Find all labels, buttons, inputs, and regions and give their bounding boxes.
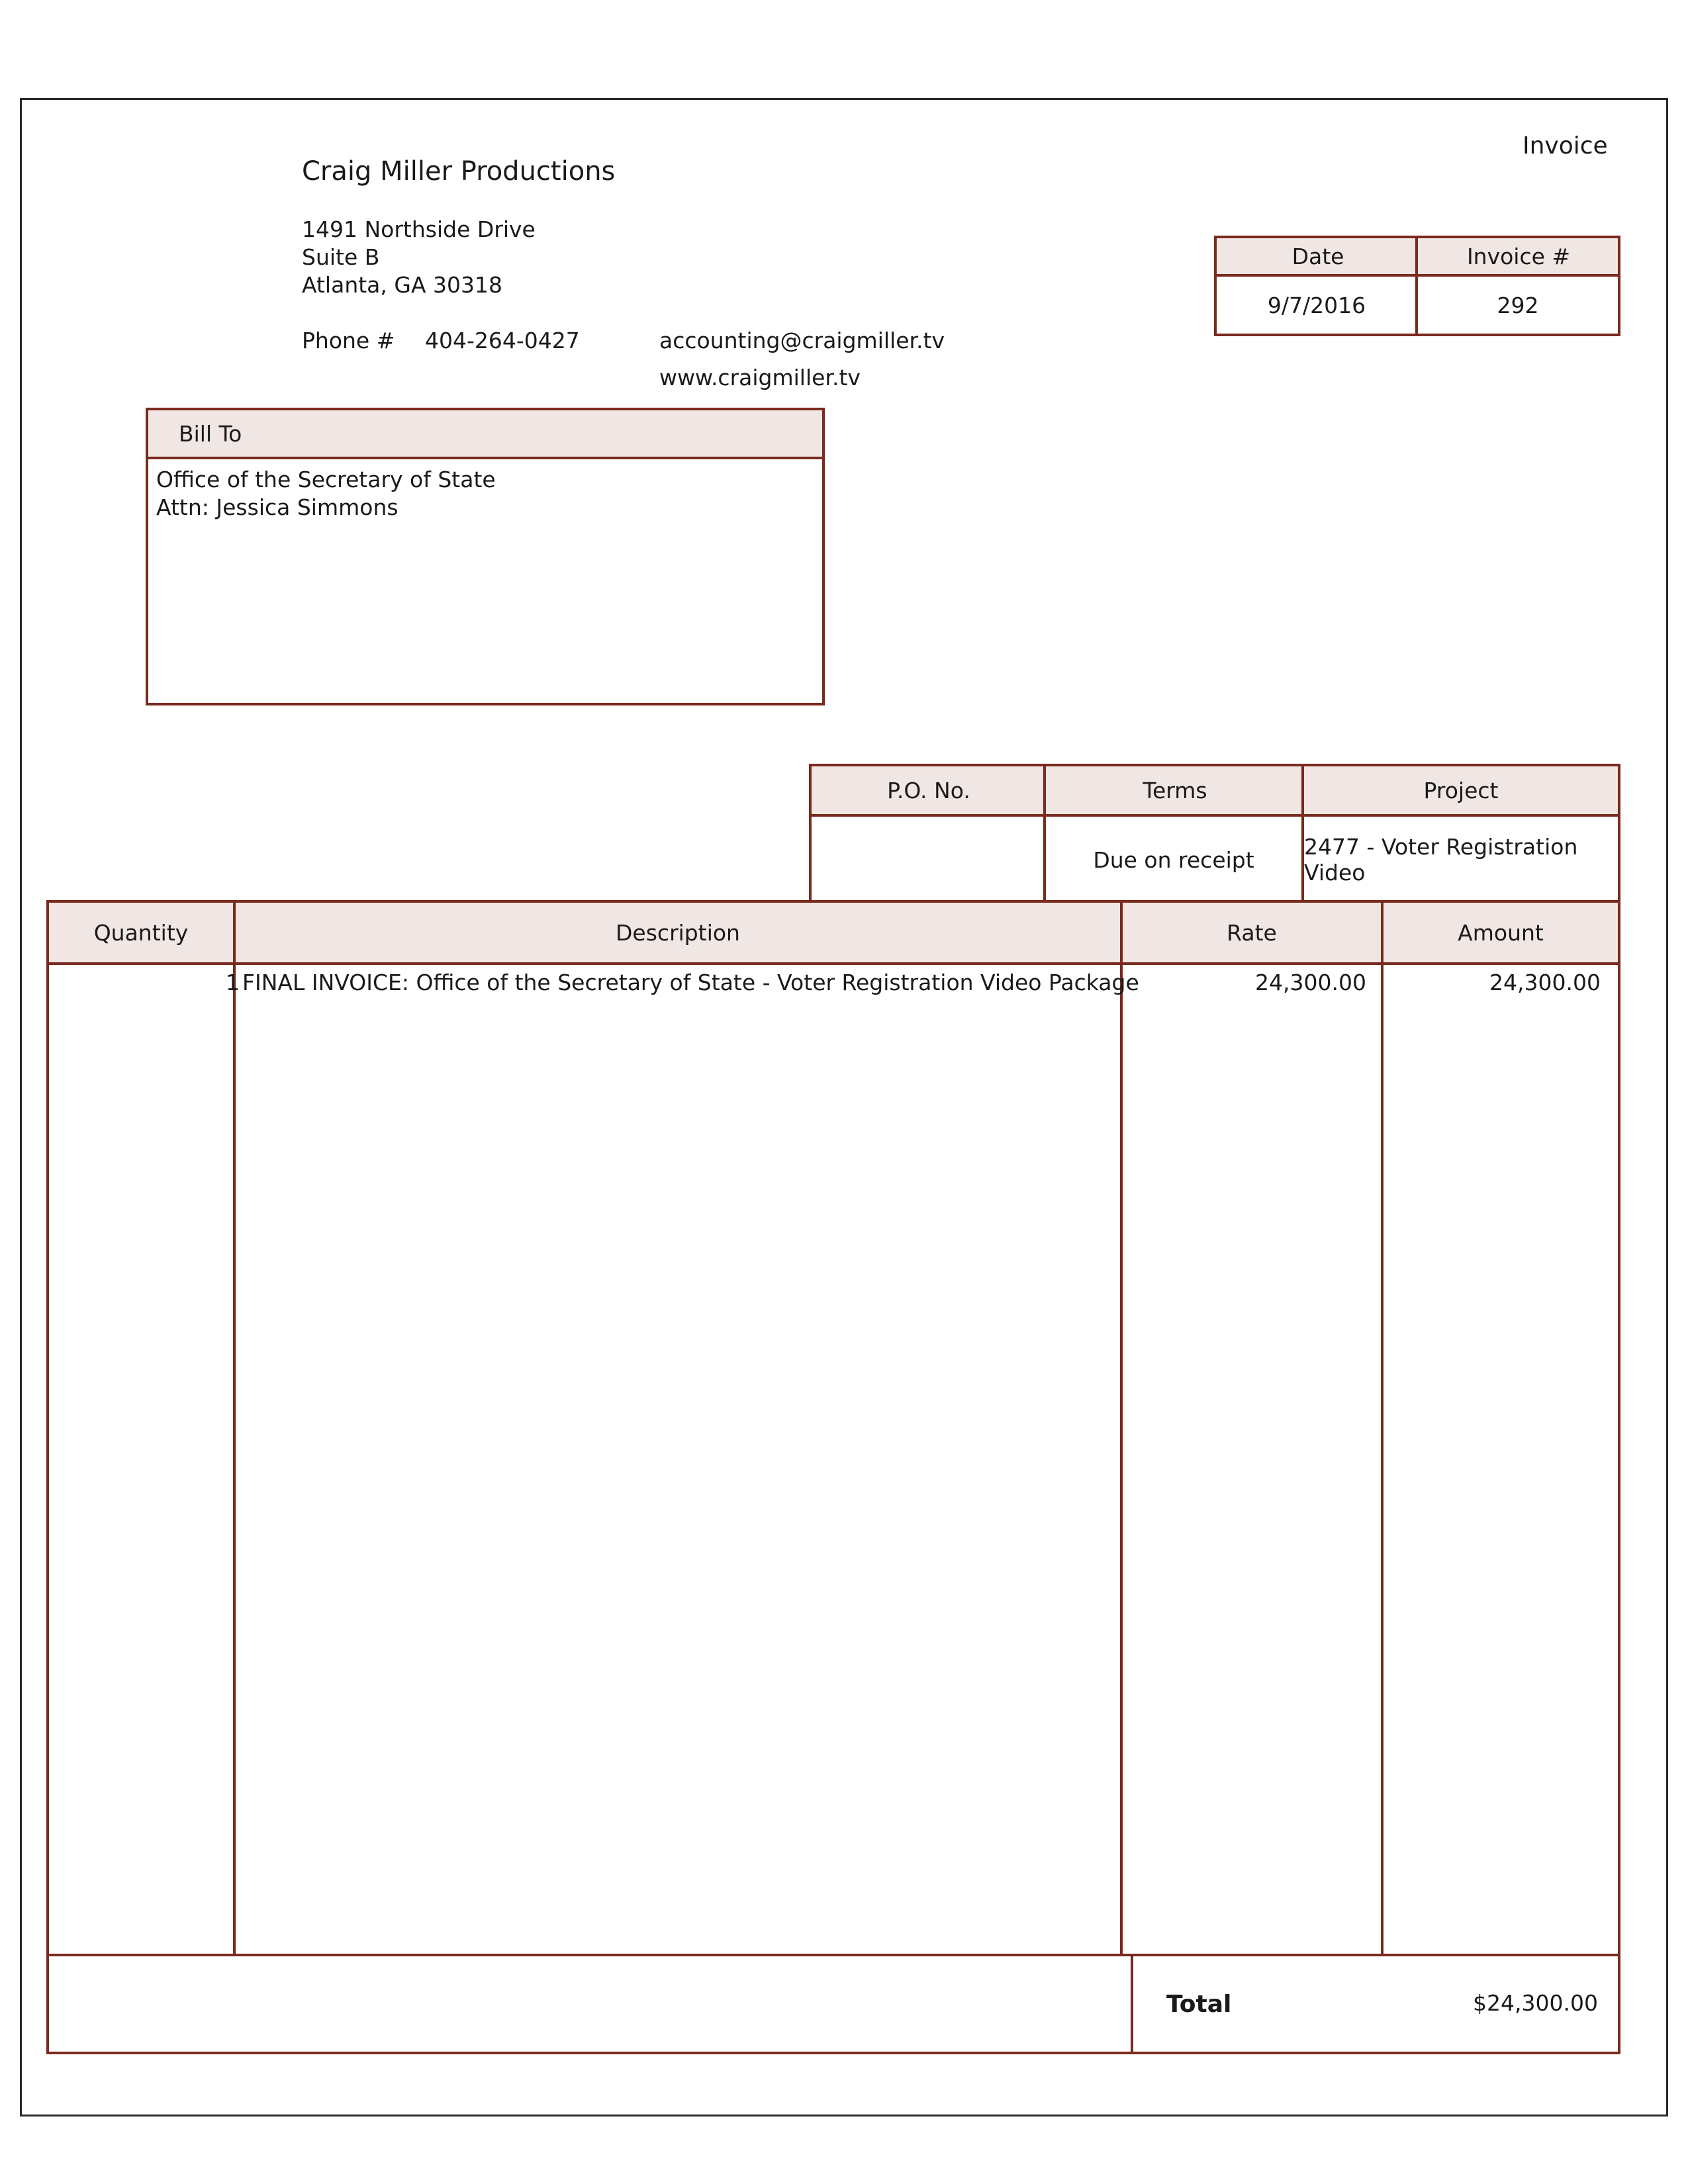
total-label: Total [1166, 1991, 1232, 2018]
total-value: $24,300.00 [1473, 1990, 1598, 2016]
row-description: FINAL INVOICE: Office of the Secretary of State - Voter Registration Video Package [242, 970, 1139, 995]
invoice-date: 9/7/2016 [1267, 292, 1366, 318]
po-header: P.O. No. [887, 777, 970, 803]
date-header: Date [1217, 238, 1419, 277]
project-header: Project [1423, 777, 1499, 803]
project-value: 2477 - Voter Registration Video [1304, 834, 1578, 886]
po-value [812, 817, 1043, 903]
totals-box [46, 1954, 1620, 2054]
bill-to-box [146, 408, 825, 705]
terms-header: Terms [1143, 777, 1207, 803]
bill-to-line2: Attn: Jessica Simmons [156, 494, 399, 520]
row-rate: 24,300.00 [1255, 970, 1366, 995]
company-address-line1: 1491 Northside Drive [302, 216, 536, 242]
row-amount: 24,300.00 [1489, 970, 1601, 995]
description-header: Description [616, 919, 740, 946]
phone-label: Phone # [302, 328, 395, 353]
row-quantity: 1 [226, 970, 240, 995]
col-divider-quantity [233, 903, 236, 1954]
amount-header: Amount [1458, 919, 1544, 946]
company-address-line2: Suite B [302, 244, 380, 270]
col-divider-description [1120, 903, 1123, 1954]
company-website: www.craigmiller.tv [659, 365, 861, 390]
invoice-number-header: Invoice # [1419, 238, 1618, 277]
phone-number: 404-264-0427 [425, 328, 580, 353]
invoice-number: 292 [1497, 292, 1539, 318]
col-divider-rate [1381, 903, 1383, 1954]
totals-divider [1131, 1956, 1133, 2052]
document-title: Invoice [1523, 132, 1608, 159]
quantity-header: Quantity [93, 919, 189, 946]
line-items-table [46, 900, 1620, 1956]
company-address-line3: Atlanta, GA 30318 [302, 272, 502, 298]
company-name: Craig Miller Productions [302, 156, 616, 187]
terms-value: Due on receipt [1093, 846, 1254, 873]
invoice-meta-box [1214, 236, 1620, 336]
bill-to-line1: Office of the Secretary of State [156, 467, 496, 492]
rate-header: Rate [1227, 919, 1277, 946]
order-info-box [809, 764, 1620, 903]
company-email: accounting@craigmiller.tv [659, 328, 945, 353]
bill-to-header: Bill To [148, 410, 822, 459]
